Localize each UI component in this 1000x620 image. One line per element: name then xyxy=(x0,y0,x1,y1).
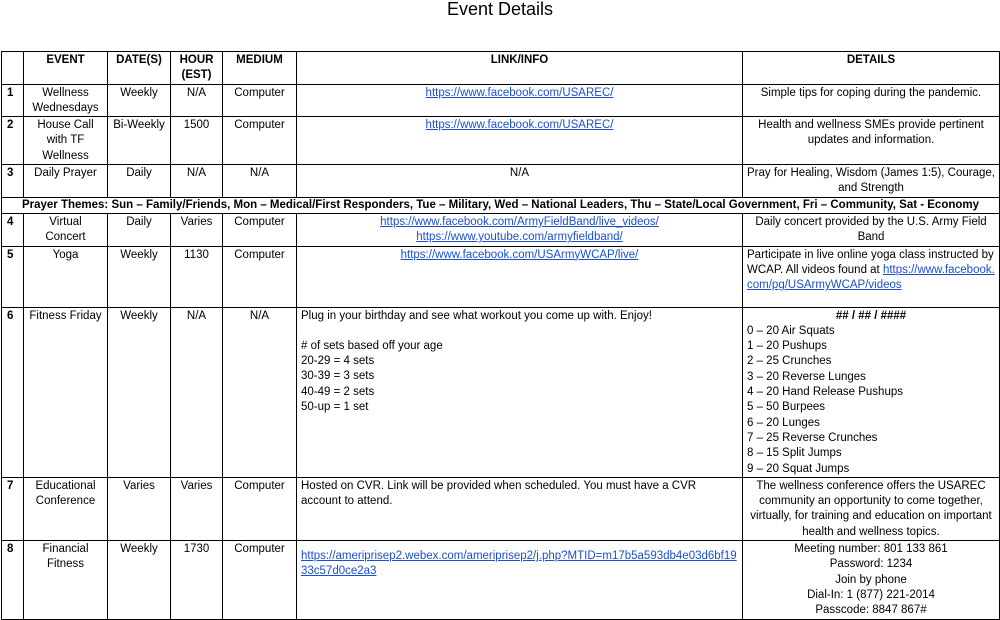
event-details-text: Participate in live online yoga class instructed by WCAP. All videos found at xyxy=(747,248,994,276)
table-row xyxy=(2,84,1000,117)
event-dates: Bi-Weekly xyxy=(108,117,171,165)
event-hour: 1500 xyxy=(171,117,223,165)
event-name: Virtual Concert xyxy=(24,213,108,246)
event-medium: Computer xyxy=(223,541,297,619)
header-hour-line1: HOUR xyxy=(179,54,214,66)
event-details: The wellness conference offers the USAREC community an opportunity to come together, virtually, for training and education on important health and wellness topics. xyxy=(743,477,1000,540)
event-link[interactable]: https://www.facebook.com/USArmyWCAP/live/ xyxy=(400,248,639,261)
details-header: ## / ## / #### xyxy=(835,309,907,322)
info-line: 20-29 = 4 sets xyxy=(301,355,375,368)
event-medium: Computer xyxy=(223,477,297,540)
event-details: Pray for Healing, Wisdom (James 1:5), Courage, and Strength xyxy=(743,165,1000,198)
event-medium: Computer xyxy=(223,246,297,307)
prayer-themes-row xyxy=(2,197,1000,213)
row-number: 8 xyxy=(2,541,24,619)
event-details: Daily concert provided by the U.S. Army Field Band xyxy=(743,213,1000,246)
event-name: Financial Fitness xyxy=(24,541,108,619)
details-line: Password: 1234 xyxy=(829,558,913,571)
info-spacer xyxy=(301,324,738,339)
details-line: Passcode: 8847 867# xyxy=(815,604,927,617)
event-name: Educational Conference xyxy=(24,477,108,540)
event-link-cell xyxy=(297,246,743,307)
event-info xyxy=(297,307,743,477)
info-line: 30-39 = 3 sets xyxy=(301,370,375,383)
table-row xyxy=(2,477,1000,540)
header-dates: DATE(S) xyxy=(108,52,171,85)
event-details: Simple tips for coping during the pandemic. xyxy=(743,84,1000,117)
row-number: 6 xyxy=(2,307,24,477)
event-dates: Weekly xyxy=(108,541,171,619)
header-hour xyxy=(171,52,223,85)
event-medium: Computer xyxy=(223,84,297,117)
event-medium: N/A xyxy=(223,307,297,477)
row-number: 4 xyxy=(2,213,24,246)
event-details xyxy=(743,541,1000,619)
row-number: 2 xyxy=(2,117,24,165)
table-row xyxy=(2,165,1000,198)
event-link-facebook[interactable]: https://www.facebook.com/ArmyFieldBand/live_videos/ xyxy=(380,215,659,228)
event-name: Daily Prayer xyxy=(24,165,108,198)
event-name: House Call with TF Wellness xyxy=(24,117,108,165)
event-details xyxy=(743,307,1000,477)
event-dates: Weekly xyxy=(108,84,171,117)
details-line: Meeting number: 801 133 861 xyxy=(794,543,948,556)
details-line: 9 – 20 Squat Jumps xyxy=(747,462,850,475)
event-hour: N/A xyxy=(171,307,223,477)
event-info: Hosted on CVR. Link will be provided when scheduled. You must have a CVR account to attend. xyxy=(297,477,743,540)
event-medium: Computer xyxy=(223,117,297,165)
details-line: Join by phone xyxy=(835,573,907,586)
event-name: Wellness Wednesdays xyxy=(24,84,108,117)
event-name: Yoga xyxy=(24,246,108,307)
table-row xyxy=(2,307,1000,477)
prayer-themes: Prayer Themes: Sun – Family/Friends, Mon – Medical/First Responders, Tue – Military, Wed – National Leaders, Thu – State/Local Government, Fri – Community, Sat - Economy xyxy=(2,197,1000,213)
info-line: # of sets based off your age xyxy=(301,339,443,352)
event-dates: Daily xyxy=(108,213,171,246)
event-name: Fitness Friday xyxy=(24,307,108,477)
table-row xyxy=(2,246,1000,307)
details-line: Dial-In: 1 (877) 221-2014 xyxy=(807,588,935,601)
event-link-youtube[interactable]: https://www.youtube.com/armyfieldband/ xyxy=(416,231,623,244)
info-line: Plug in your birthday and see what workout you come up with. Enjoy! xyxy=(301,309,652,322)
event-dates: Weekly xyxy=(108,246,171,307)
header-details: DETAILS xyxy=(743,52,1000,85)
details-line: 3 – 20 Reverse Lunges xyxy=(747,370,866,383)
details-line: 1 – 20 Pushups xyxy=(747,340,827,353)
info-line: 50-up = 1 set xyxy=(301,401,369,414)
row-number: 1 xyxy=(2,84,24,117)
header-row xyxy=(2,52,1000,85)
page-title: Event Details xyxy=(446,0,554,19)
details-line: 8 – 15 Split Jumps xyxy=(747,447,842,460)
details-line: 7 – 25 Reverse Crunches xyxy=(747,431,878,444)
details-line: 4 – 20 Hand Release Pushups xyxy=(747,386,903,399)
event-dates: Weekly xyxy=(108,307,171,477)
event-medium: Computer xyxy=(223,213,297,246)
row-number: 7 xyxy=(2,477,24,540)
header-hour-line2: (EST) xyxy=(181,69,212,82)
event-link-cell xyxy=(297,213,743,246)
event-link-cell xyxy=(297,84,743,117)
table-row xyxy=(2,213,1000,246)
header-num xyxy=(2,52,24,85)
event-hour: N/A xyxy=(171,84,223,117)
details-line: 5 – 50 Burpees xyxy=(747,401,826,414)
event-dates: Varies xyxy=(108,477,171,540)
event-link-cell xyxy=(297,117,743,165)
row-number: 3 xyxy=(2,165,24,198)
table-row xyxy=(2,541,1000,619)
event-link-cell xyxy=(297,541,743,619)
event-medium: N/A xyxy=(223,165,297,198)
event-details-link[interactable]: https://www.facebook.com/pg/USArmyWCAP/videos xyxy=(747,263,995,292)
event-link-cell: N/A xyxy=(297,165,743,198)
details-line: 0 – 20 Air Squats xyxy=(747,324,835,337)
event-hour: 1130 xyxy=(171,246,223,307)
event-link[interactable]: https://ameriprisep2.webex.com/ameriprisep2/j.php?MTID=m17b5a593db4e03d6bf1933c57d0ce2a3 xyxy=(301,550,737,578)
event-table xyxy=(1,51,1000,620)
event-dates: Daily xyxy=(108,165,171,198)
event-hour: Varies xyxy=(171,477,223,540)
event-details xyxy=(743,246,1000,307)
row-number: 5 xyxy=(2,246,24,307)
info-line: 40-49 = 2 sets xyxy=(301,385,375,398)
event-details: Health and wellness SMEs provide pertinent updates and information. xyxy=(743,117,1000,165)
header-medium: MEDIUM xyxy=(223,52,297,85)
table-row xyxy=(2,117,1000,165)
details-line: 6 – 20 Lunges xyxy=(747,416,820,429)
details-line: 2 – 25 Crunches xyxy=(747,355,832,368)
event-hour: Varies xyxy=(171,213,223,246)
event-hour: 1730 xyxy=(171,541,223,619)
event-link[interactable]: https://www.facebook.com/USAREC/ xyxy=(425,119,614,132)
header-link: LINK/INFO xyxy=(297,52,743,85)
header-event: EVENT xyxy=(24,52,108,85)
event-hour: N/A xyxy=(171,165,223,198)
event-link[interactable]: https://www.facebook.com/USAREC/ xyxy=(425,86,614,99)
